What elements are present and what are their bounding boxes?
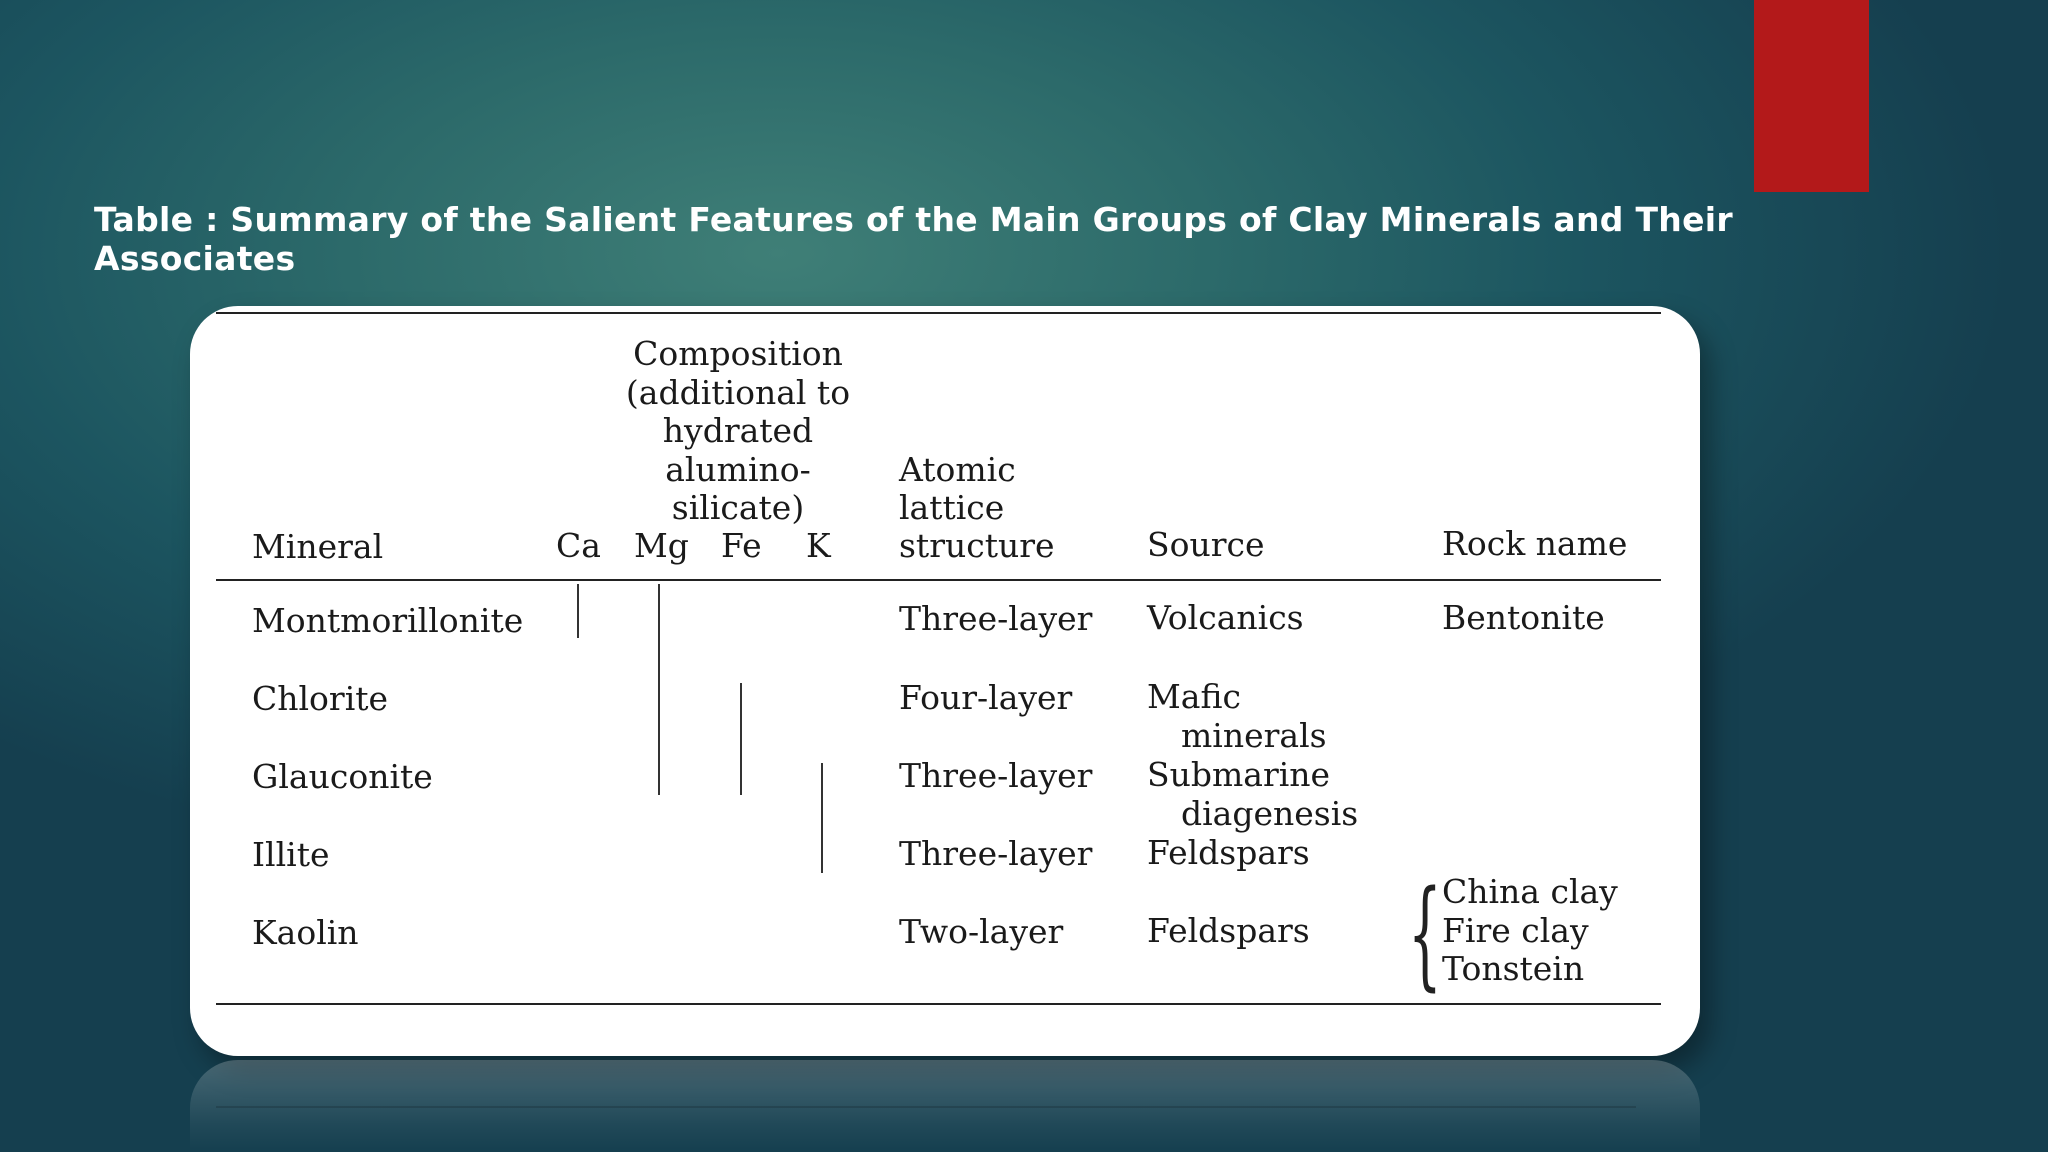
fe-presence-bar <box>740 683 742 795</box>
rock-name-cell: Bentonite <box>1442 598 1605 637</box>
header-source: Source <box>1147 525 1265 564</box>
card-reflection <box>190 1060 1700 1152</box>
bottom-rule <box>216 1003 1661 1005</box>
source-cell: Submarine <box>1147 755 1331 794</box>
source-cell-continuation: diagenesis <box>1181 794 1359 833</box>
lattice-header-line-1: Atomic <box>899 450 1016 489</box>
table-card <box>190 306 1700 1056</box>
rock-name-brace: { <box>1408 864 1442 1002</box>
lattice-header-line-3: structure <box>899 526 1055 565</box>
rock-name-cell: Fire clay <box>1442 911 1589 950</box>
header-rock-name: Rock name <box>1442 524 1628 563</box>
source-cell-continuation: minerals <box>1181 716 1327 755</box>
header-mg: Mg <box>634 526 689 565</box>
header-ca: Ca <box>556 526 601 565</box>
composition-header-line-3: hydrated <box>662 411 814 450</box>
mg-presence-bar <box>658 584 660 795</box>
lattice-cell: Three-layer <box>899 756 1093 795</box>
mineral-cell: Kaolin <box>252 913 359 952</box>
red-accent-tab <box>1754 0 1869 192</box>
header-fe: Fe <box>721 526 762 565</box>
mineral-cell: Glauconite <box>252 757 433 796</box>
lattice-cell: Three-layer <box>899 599 1093 638</box>
k-presence-bar <box>821 763 823 873</box>
mineral-cell: Montmorillonite <box>252 601 524 640</box>
header-rule <box>216 579 1661 581</box>
composition-header-line-2: (additional to <box>625 373 851 412</box>
mineral-cell: Illite <box>252 835 330 874</box>
clay-minerals-table <box>190 306 1700 1056</box>
composition-header-line-5: silicate) <box>671 488 805 527</box>
source-cell: Feldspars <box>1147 911 1310 950</box>
source-cell: Volcanics <box>1147 598 1304 637</box>
composition-header-line-4: alumino- <box>665 450 811 489</box>
header-mineral: Mineral <box>252 527 384 566</box>
lattice-cell: Four-layer <box>899 678 1073 717</box>
mineral-cell: Chlorite <box>252 679 389 718</box>
rock-name-cell: China clay <box>1442 872 1618 911</box>
top-rule <box>216 312 1661 314</box>
source-cell: Mafic <box>1147 677 1241 716</box>
composition-header-line-1: Composition <box>633 334 843 373</box>
header-k: K <box>806 526 831 565</box>
lattice-cell: Three-layer <box>899 834 1093 873</box>
rock-name-cell: Tonstein <box>1442 949 1585 988</box>
lattice-cell: Two-layer <box>899 912 1064 951</box>
slide-title: Table : Summary of the Salient Features of the Main Groups of Clay Minerals and Their Associates <box>94 200 1733 278</box>
reflection-rule <box>216 1106 1636 1108</box>
ca-presence-bar <box>577 584 579 638</box>
lattice-header-line-2: lattice <box>899 488 1005 527</box>
source-cell: Feldspars <box>1147 833 1310 872</box>
